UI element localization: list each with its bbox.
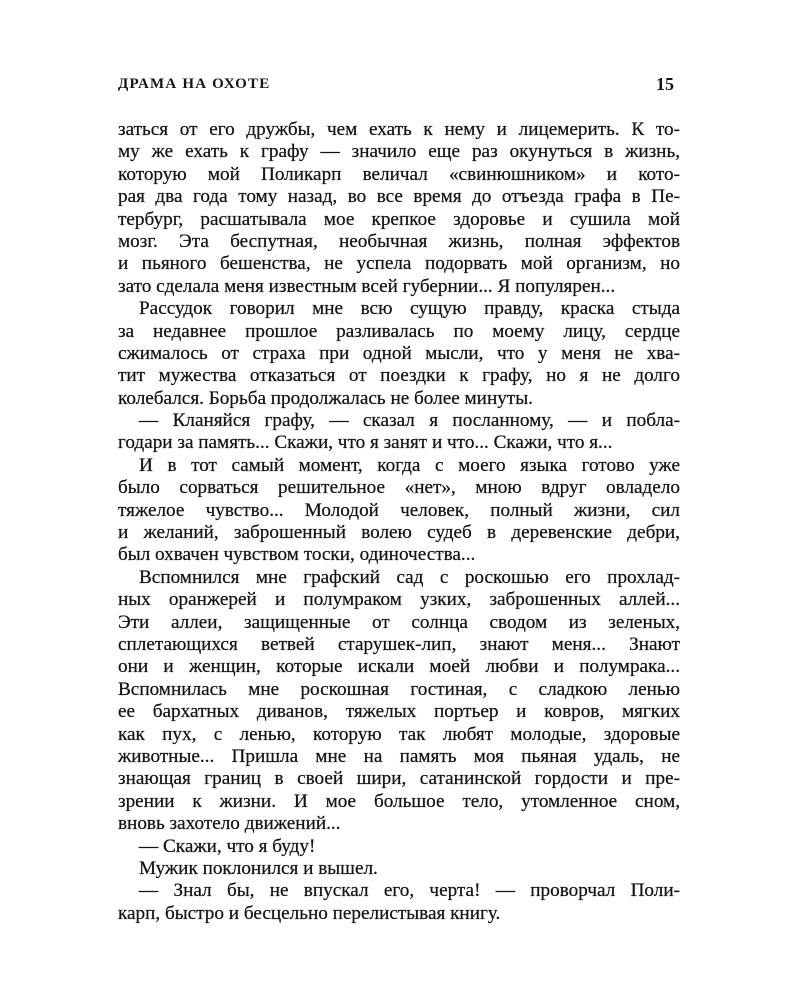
text-line: му же ехать к графу — значило еще раз окунуться в жизнь,	[118, 141, 680, 163]
text-line: они и женщин, которые искали моей любви и полумрака...	[118, 656, 680, 678]
text-line: карп, быстро и бесцельно перелистывая книгу.	[118, 902, 501, 924]
text-line: тербург, расшатывала мое крепкое здоровье и сушила мой	[118, 208, 680, 230]
text-line: и желаний, заброшенный волею судеб в деревенские дебри,	[118, 522, 680, 544]
text-line: Рассудок говорил мне всю сущую правду, краска стыда	[139, 298, 680, 320]
text-line: за недавнее прошлое разливалась по моему лицу, сердце	[118, 320, 680, 342]
text-line: — Знал бы, не впускал его, черта! — проворчал Поли-	[139, 880, 680, 902]
text-line: заться от его дружбы, чем ехать к нему и лицемерить. К то-	[118, 119, 680, 140]
text-line: зрении к жизни. И мое большое тело, утомленное сном,	[118, 790, 680, 812]
text-line: тяжелое чувство... Молодой человек, полный жизни, сил	[118, 499, 680, 521]
body-text	[118, 119, 680, 925]
text-line: которую мой Поликарп величал «свинюшником» и кото-	[118, 163, 680, 185]
page-number: 15	[656, 74, 674, 94]
text-line: как пух, с ленью, которую так любят молодые, здоровые	[118, 723, 680, 745]
text-line: мозг. Эта беспутная, необычная жизнь, полная эффектов	[118, 230, 680, 252]
text-line: животные... Пришла мне на память моя пьяная удаль, не	[118, 745, 680, 767]
text-line: рая два года тому назад, во все время до отъезда графа в Пе-	[118, 186, 680, 208]
text-line: — Кланяйся графу, — сказал я посланному, — и побла-	[139, 410, 680, 432]
text-line: сплетающихся ветвей старушек-лип, знают меня... Знают	[118, 633, 680, 655]
text-line: Мужик поклонился и вышел.	[139, 857, 378, 879]
text-line: — Скажи, что я буду!	[139, 835, 316, 857]
text-line: сжималось от страха при одной мысли, что у меня не хва-	[118, 342, 680, 364]
text-line: И в тот самый момент, когда с моего языка готово уже	[139, 454, 680, 476]
text-line: вновь захотело движений...	[118, 813, 341, 835]
text-line: Вспомнился мне графский сад с роскошью его прохлад-	[139, 566, 680, 588]
text-line: тит мужества отказаться от поездки к графу, но я не долго	[118, 365, 680, 387]
text-line: знающая границ в своей шири, сатанинской гордости и пре-	[118, 768, 680, 790]
text-line: ных оранжерей и полумраком узких, заброшенных аллей...	[118, 589, 680, 611]
text-line: зато сделала меня известным всей губернии... Я популярен...	[118, 275, 616, 297]
text-line: был охвачен чувством тоски, одиночества...	[118, 544, 476, 566]
text-line: Эти аллеи, защищенные от солнца сводом из зеленых,	[118, 611, 680, 633]
text-line: колебался. Борьба продолжалась не более минуты.	[118, 387, 533, 409]
text-line: Вспомнилась мне роскошная гостиная, с сладкою ленью	[118, 678, 680, 700]
text-line: ее бархатных диванов, тяжелых портьер и ковров, мягких	[118, 701, 680, 723]
text-line: и пьяного бешенства, не успела подорвать мой организм, но	[118, 253, 680, 275]
text-line: годари за память... Скажи, что я занят и что... Скажи, что я...	[118, 432, 613, 454]
text-line: было сорваться решительное «нет», мною вдруг овладело	[118, 477, 680, 499]
running-title: ДРАМА НА ОХОТЕ	[118, 76, 271, 92]
